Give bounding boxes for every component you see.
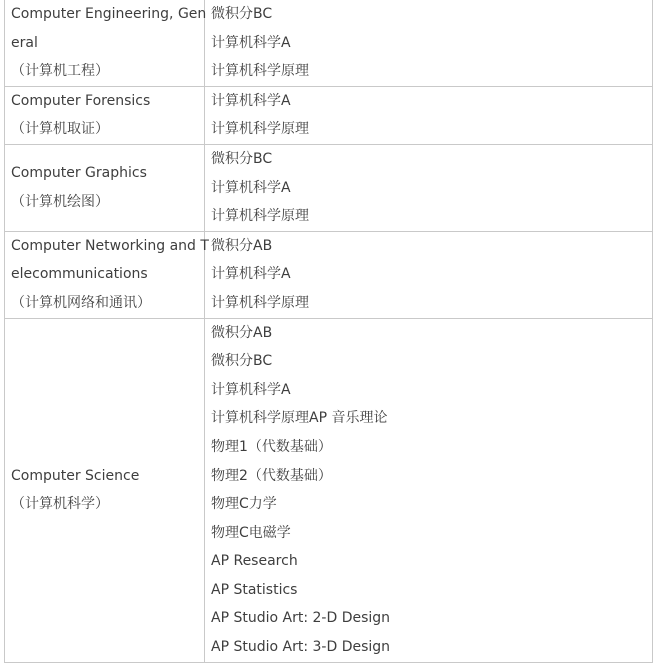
courses-cell <box>205 144 653 231</box>
courses-cell <box>205 231 653 318</box>
majors-courses-table <box>4 0 653 663</box>
major-cell <box>5 144 205 231</box>
major-name-line: elecommunications <box>11 266 148 283</box>
course-item: 计算机科学A <box>211 34 291 51</box>
course-item: 微积分BC <box>211 150 273 167</box>
course-item: 微积分BC <box>211 6 273 22</box>
course-item: 物理C电磁学 <box>211 524 291 541</box>
courses-cell <box>205 0 653 86</box>
course-item: 计算机科学原理 <box>211 208 309 225</box>
course-item: 计算机科学A <box>211 179 291 196</box>
major-name-line: Computer Graphics <box>11 165 147 182</box>
course-item: AP Statistics <box>211 581 298 598</box>
course-item: 计算机科学A <box>211 92 291 109</box>
major-cell <box>5 0 205 86</box>
table-row <box>5 0 653 86</box>
major-name-line: Computer Networking and T <box>11 237 209 254</box>
major-name-line: Computer Forensics <box>11 92 151 109</box>
course-item: AP Studio Art: 3-D Design <box>211 639 391 656</box>
majors-table-container <box>4 0 652 663</box>
major-name-line: （计算机绘图） <box>11 193 109 210</box>
course-item: 微积分BC <box>211 353 273 370</box>
major-name-line: （计算机科学） <box>11 496 109 513</box>
course-item: 计算机科学原理 <box>211 294 309 311</box>
course-item: 微积分AB <box>211 237 273 254</box>
course-item: 物理2（代数基础） <box>211 467 332 484</box>
courses-cell <box>205 318 653 662</box>
course-item: 计算机科学原理AP 音乐理论 <box>211 410 388 427</box>
major-name-line: （计算机网络和通讯） <box>11 294 151 311</box>
major-name-line: eral <box>11 34 38 51</box>
table-body <box>5 0 653 662</box>
course-item: 计算机科学A <box>211 381 291 398</box>
major-name-line: （计算机工程） <box>11 63 109 80</box>
table-row <box>5 144 653 231</box>
course-item: 计算机科学A <box>211 266 291 283</box>
major-cell <box>5 86 205 144</box>
table-row <box>5 86 653 144</box>
course-item: 计算机科学原理 <box>211 121 309 138</box>
courses-cell <box>205 86 653 144</box>
course-item: 计算机科学原理 <box>211 63 309 80</box>
course-item: AP Research <box>211 553 298 570</box>
course-item: AP Studio Art: 2-D Design <box>211 610 391 627</box>
course-item: 物理C力学 <box>211 496 277 513</box>
course-item: 物理1（代数基础） <box>211 438 332 455</box>
major-name-line: Computer Engineering, Gen <box>11 6 207 22</box>
table-row <box>5 231 653 318</box>
course-item: 微积分AB <box>211 324 273 341</box>
table-row <box>5 318 653 662</box>
major-name-line: Computer Science <box>11 467 140 484</box>
major-name-line: （计算机取证） <box>11 121 109 138</box>
major-cell <box>5 231 209 318</box>
major-cell <box>5 318 205 662</box>
